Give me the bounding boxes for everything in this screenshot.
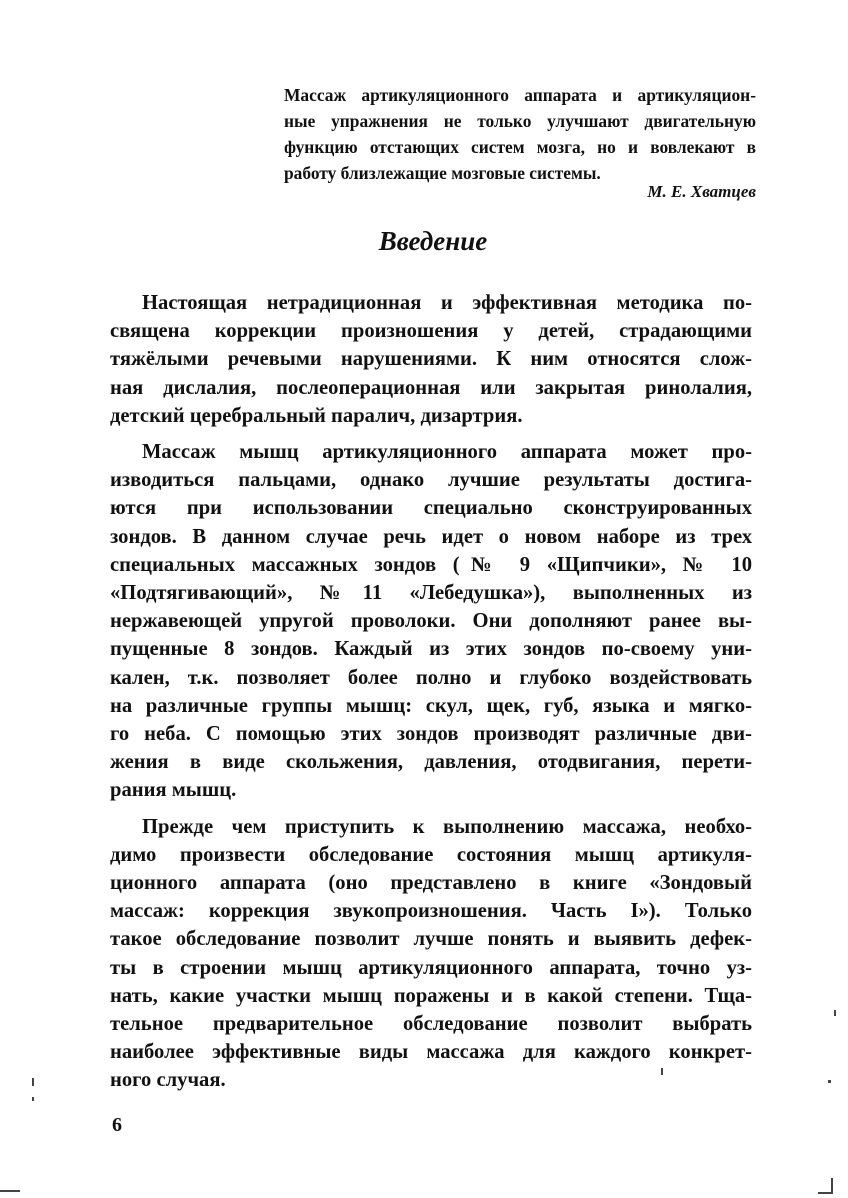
text-line: наиболее эффективные виды массажа для каждого конкрет- bbox=[110, 1041, 752, 1064]
scan-speck bbox=[32, 1097, 34, 1101]
scan-edge bbox=[818, 1192, 832, 1194]
text-line: священа коррекции произношения у детей, страдающими bbox=[110, 320, 752, 343]
body-text bbox=[110, 289, 752, 1103]
text-line: го неба. С помощью этих зондов производят различные дви- bbox=[110, 723, 752, 746]
paragraph-3 bbox=[110, 813, 752, 1095]
scan-speck bbox=[834, 1010, 836, 1016]
section-title: Введение bbox=[378, 226, 488, 256]
epigraph-line: работу близлежащие мозговые системы. bbox=[284, 163, 601, 183]
text-line: Прежде чем приступить к выполнению массажа, необхо- bbox=[142, 815, 752, 838]
text-line: тельное предварительное обследование позволит выбрать bbox=[110, 1013, 752, 1036]
text-line: нать, какие участки мышц поражены и в какой степени. Тща- bbox=[110, 984, 752, 1007]
text-line: пущенные 8 зондов. Каждый из этих зондов по-своему уни- bbox=[110, 638, 752, 661]
text-line: Настоящая нетрадиционная и эффективная методика по- bbox=[142, 292, 752, 314]
text-line: димо произвести обследование состояния мышц артикуля- bbox=[110, 843, 752, 866]
paragraph-1 bbox=[110, 289, 752, 430]
text-line: Массаж мышц артикуляционного аппарата может про- bbox=[142, 441, 752, 464]
scan-speck bbox=[32, 1078, 34, 1086]
text-line: ты в строении мышц артикуляционного аппарата, точно уз- bbox=[110, 956, 752, 979]
paragraph-2 bbox=[110, 438, 752, 805]
text-line: ционного аппарата (оно представлено в книге «Зондовый bbox=[110, 872, 752, 895]
text-line: ная дислалия, послеоперационная или закрытая ринолалия, bbox=[110, 376, 752, 399]
epigraph bbox=[284, 82, 756, 186]
text-line: зондов. В данном случае речь идет о новом наборе из трех bbox=[110, 525, 752, 548]
epigraph-line: ные упражнения не только улучшают двигательную bbox=[284, 111, 756, 131]
text-line: нержавеющей упругой проволоки. Они дополняют ранее вы- bbox=[110, 610, 752, 633]
scan-edge bbox=[0, 1190, 20, 1192]
scan-edge bbox=[831, 1178, 833, 1194]
scan-speck bbox=[661, 1068, 663, 1075]
text-line: рания мышц. bbox=[110, 779, 237, 802]
text-line: специальных массажных зондов (№ 9 «Щипчики», № 10 bbox=[110, 553, 752, 576]
epigraph-line: функцию отстающих систем мозга, но и вовлекают в bbox=[284, 137, 756, 157]
epigraph-line: Массаж артикуляционного аппарата и артикуляцион- bbox=[284, 85, 756, 105]
text-line: ного случая. bbox=[110, 1069, 226, 1092]
text-line: ются при использовании специально сконструированных bbox=[110, 497, 752, 520]
text-line: тяжёлыми речевыми нарушениями. К ним относятся слож- bbox=[110, 348, 752, 371]
text-line: массаж: коррекция звукопроизношения. Часть I»). Только bbox=[110, 900, 752, 923]
text-line: жения в виде скольжения, давления, отодвигания, перети- bbox=[110, 751, 752, 774]
text-line: детский церебральный паралич, дизартрия. bbox=[110, 404, 523, 427]
page-number: 6 bbox=[112, 1114, 122, 1136]
text-line: изводиться пальцами, однако лучшие результаты достига- bbox=[110, 469, 752, 492]
scan-speck bbox=[828, 1080, 831, 1083]
text-line: такое обследование позволит лучше понять и выявить дефек- bbox=[110, 928, 752, 951]
epigraph-author: М. Е. Хватцев bbox=[647, 182, 756, 201]
text-line: на различные группы мышц: скул, щек, губ, языка и мягко- bbox=[110, 694, 752, 717]
text-line: «Подтягивающий», №11 «Лебедушка»), выполненных из bbox=[110, 582, 752, 605]
text-line: кален, т.к. позволяет более полно и глубоко воздействовать bbox=[110, 666, 752, 689]
